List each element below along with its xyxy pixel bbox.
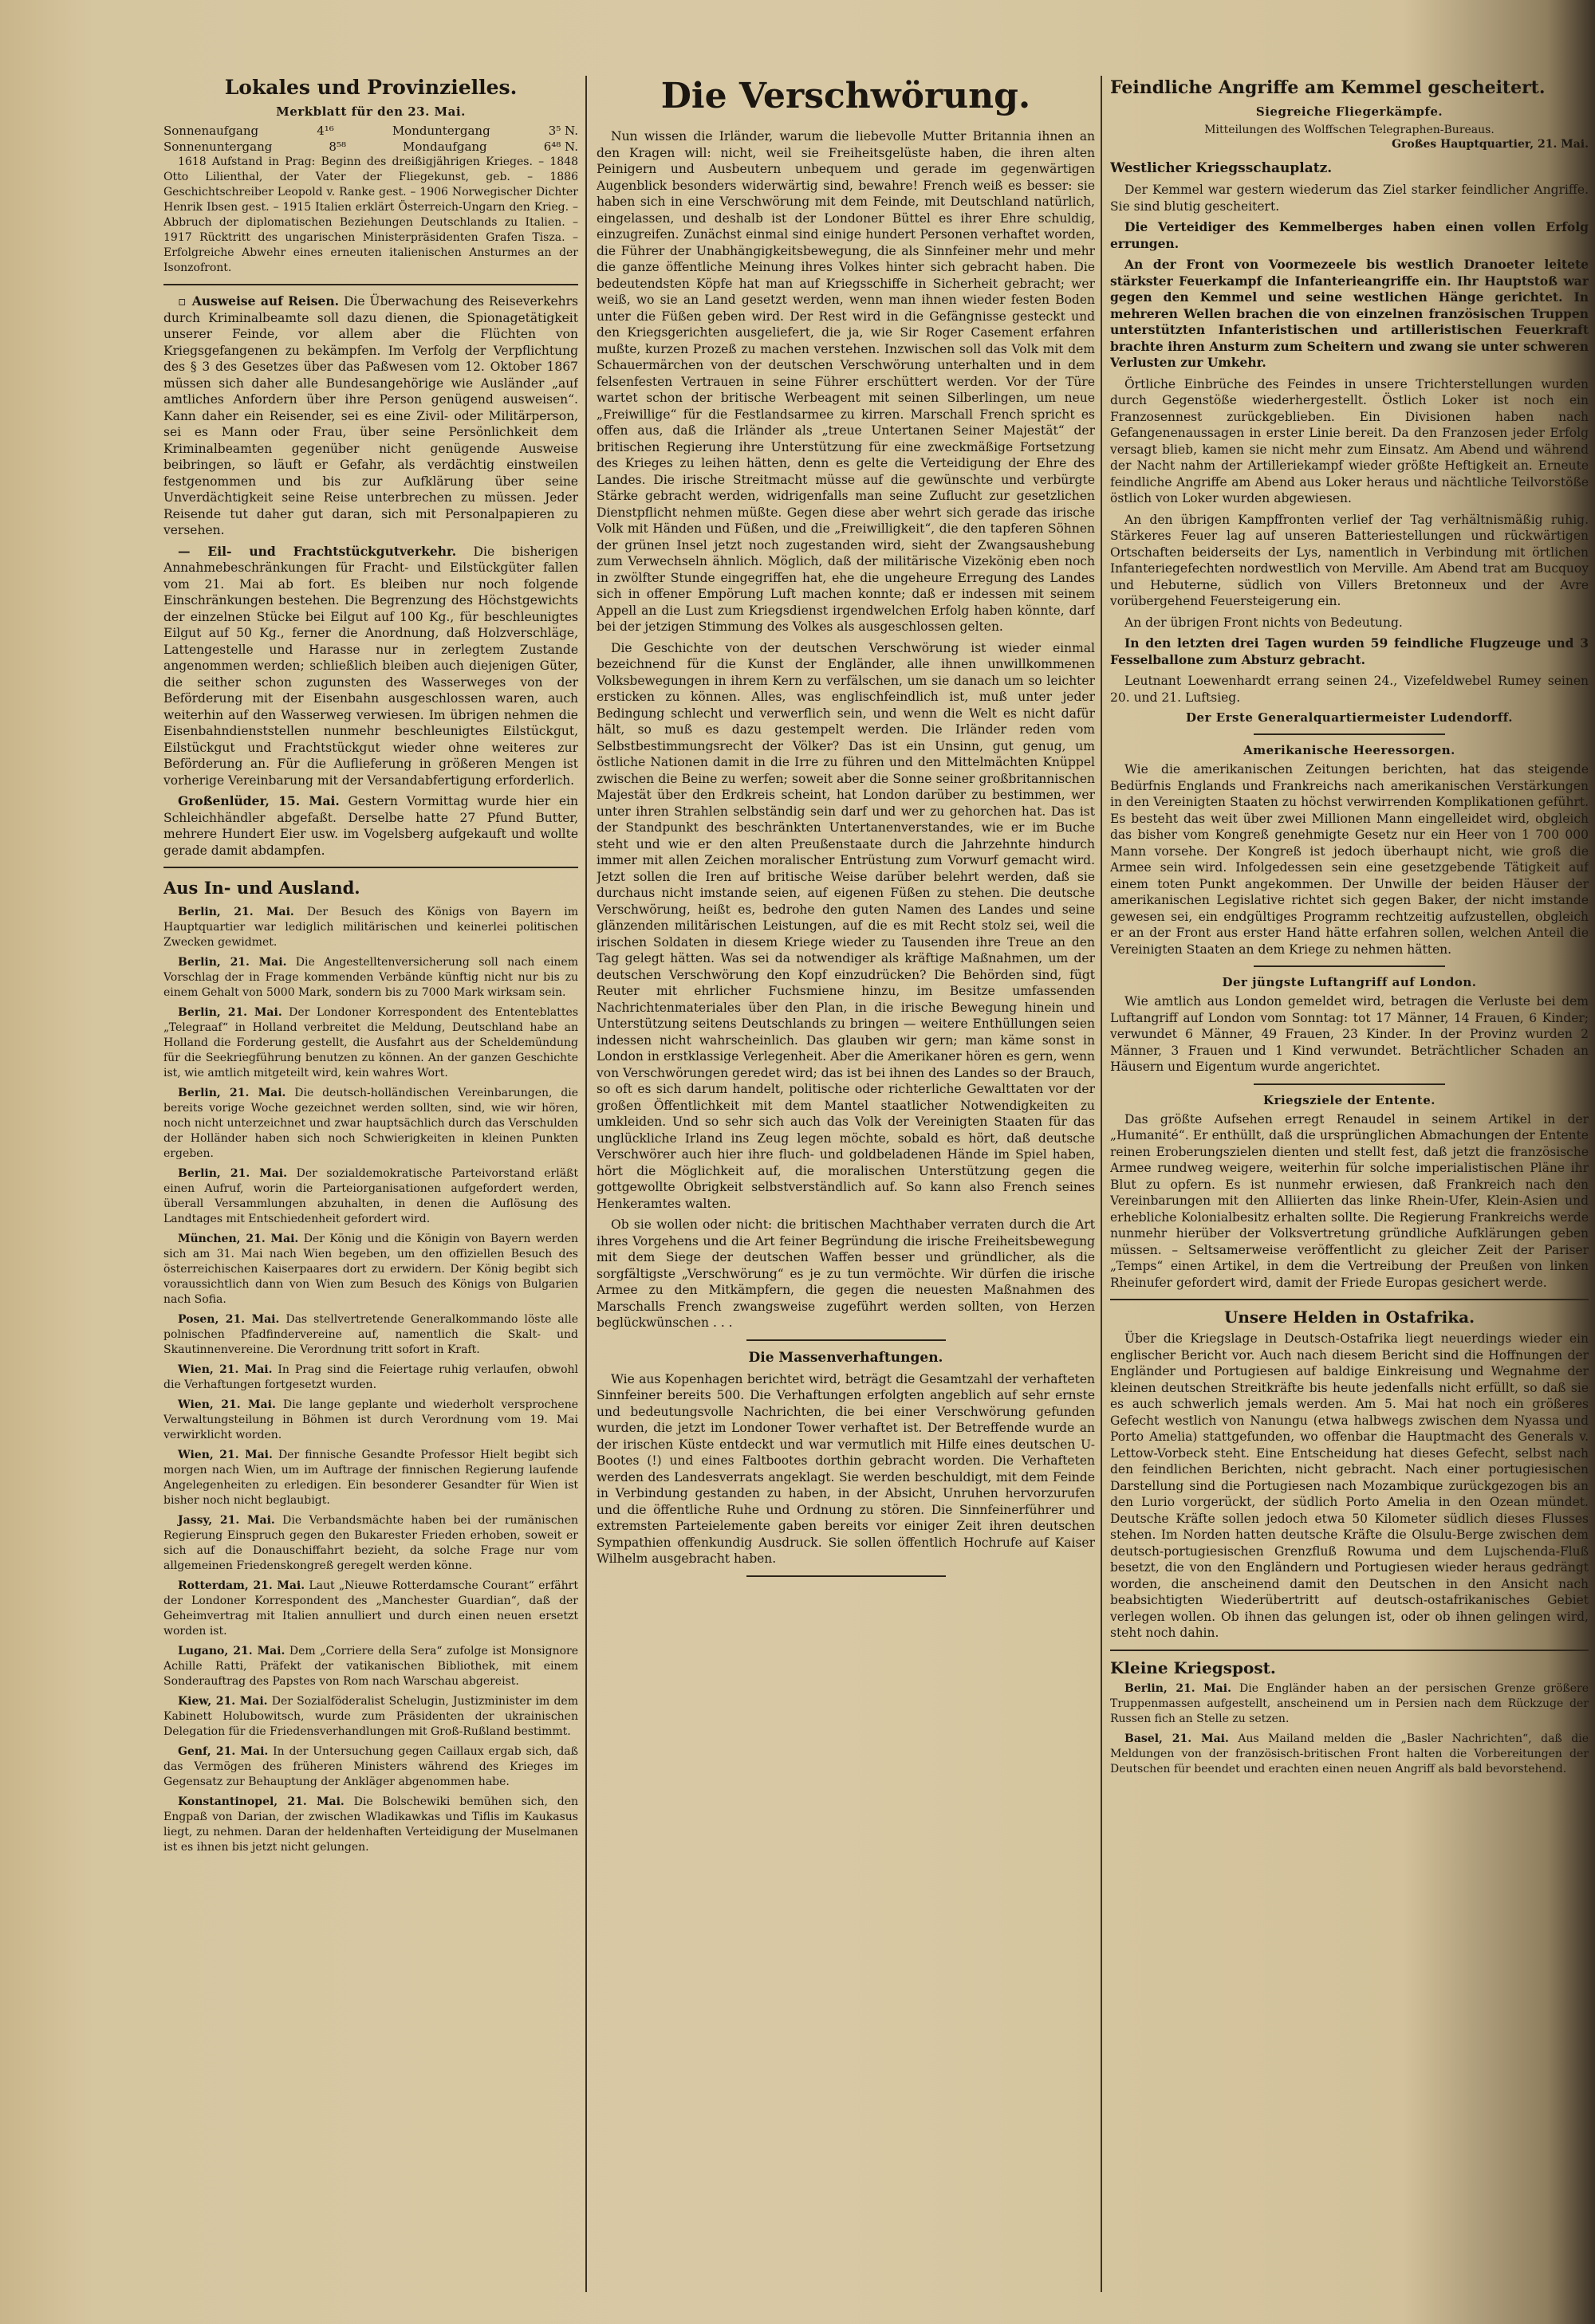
dispatch-text: In der Untersuchung gegen Caillaux ergab sich, daß das Vermögen des früheren Ministers während des Krieges im Gegensatz zur Behauptung der Ankläger abgenommen habe. <box>163 1745 578 1788</box>
divider <box>746 1339 946 1341</box>
divider <box>1110 1299 1589 1300</box>
report-paragraph: An der übrigen Front nichts von Bedeutung. <box>1124 615 1403 630</box>
small-post-item <box>1110 1681 1589 1727</box>
dispatch <box>163 1086 578 1162</box>
dispatch <box>163 1398 578 1443</box>
article-paragraph: Ob sie wollen oder nicht: die britischen Machthaber verraten durch die Art ihres Vorgehens und die Art feiner Begründung die irische Freiheitsbewegung mit dem Siege der deutschen Waffen besser und gründlicher, als die sorgfältigste „Verschwörung“ es je zu tun vermöchte. Wir dürfen die irische Armee zu den Mitkämpfern, die gegen die neuesten Maßnahmen des Marschalls French zwangsweise zugeführt werden sollten, von Herzen beglückwünschen . . . <box>597 1217 1095 1330</box>
local-item-text: Gestern Vormittag wurde hier ein Schleichhändler abgefaßt. Derselbe hatte 27 Pfund Butter, mehrere Hundert Eier usw. im Vogelsberg aufgekauft und wollte gerade damit abdampfen. <box>163 794 578 858</box>
dispatch <box>163 1363 578 1393</box>
headline: Die Verschwörung. <box>660 76 1031 116</box>
west-front-report <box>1110 182 1589 706</box>
almanac-heading: Merkblatt für den 23. Mai. <box>276 104 466 119</box>
dispatch-text: Der Besuch des Königs von Bayern im Hauptquartier war lediglich militärischen und keinerlei politischen Zwecken gewidmet. <box>163 906 578 949</box>
small-post-item <box>1110 1732 1589 1777</box>
dispatch <box>163 1513 578 1574</box>
dispatch <box>163 1005 578 1081</box>
small-war-post <box>1110 1681 1589 1777</box>
mass-arrests-text: Wie aus Kopenhagen berichtet wird, beträgt die Gesamtzahl der verhafteten Sinnfeiner bereits 500. Die Verhaftungen erfolgten angeblich auf sehr ernste und bedeutungsvolle Nachrichten, die bei einer Verschwörung gefunden wurden, die jetzt im Londoner Tower verhaftet ist. Der Betreffende wurde an der irischen Küste entdeckt und war vermutlich mit Hilfe eines deutschen U-Bootes (!) und eines Faltbootes dorthin gebracht worden. Die Verhafteten werden des Landesverrats angeklagt. Sie werden beschuldigt, mit dem Feinde in Verbindung gestanden zu haben, in der Absicht, Unruhen hervorzurufen und die öffentliche Ruhe und Ordnung zu stören. Die Sinnfeinerführer und extremsten Parteielemente gaben bereits vor einiger Zeit ihren deutschen Sympathien offenkundig Ausdruck. Sie sollen öffentlich Hochrufe auf Kaiser Wilhelm ausgebracht haben. <box>597 1371 1095 1566</box>
dispatch-text: Dem „Corriere della Sera“ zufolge ist Monsignore Achille Ratti, Präfekt der vatikanischen Bibliothek, mit einem Sonderauftrag des Papstes von Rom nach Warschau abgereist. <box>163 1645 578 1688</box>
subtitle-air: Siegreiche Fliegerkämpfe. <box>1255 104 1443 119</box>
dispatch <box>163 1694 578 1740</box>
dispatch-lead: Wien, 21. Mai. <box>178 1363 273 1376</box>
column-feature <box>597 76 1095 2292</box>
local-item-lead: — Eil- und Frachtstückgutverkehr. <box>178 543 457 559</box>
dispatch-text: Laut „Nieuwe Rotterdamsche Courant“ erfährt der Londoner Korrespondent des „Manchester Guardian“, daß der Geheimvertrag mit Italien annulliert und durch einen neuen ersetzt worden ist. <box>163 1579 578 1638</box>
almanac-label: Mondaufgang <box>403 140 487 154</box>
article-paragraph: Die Geschichte von der deutschen Verschwörung ist wieder einmal bezeichnend für die Kunst der Engländer, alle ihnen unwillkommenen Volksbewegungen in ihrem Kern zu verfälschen, um sie danach um so leichter ersticken zu können. Alles, was englischfeindlich ist, muß unter jeder Bedingung schlecht und verwerflich sein, und wenn die Welt es nicht dafür hält, so muß es dazu gestempelt werden. Die Irländer reden vom Selbstbestimmungsrecht der Völker? Das ist ein Unsinn, gut genug, um östliche Nationen damit in die Irre zu führen und den Mittelmächten Knüppel zwischen die Beine zu werfen; soweit aber die Sonne seiner großbritannischen Majestät über den Erdkreis scheint, hat London darüber zu bestimmen, wer unter ihren Strahlen selbständig sein darf und wer zu gehorchen hat. Das ist der Standpunkt des beschränkten Untertanenverstandes, wie er im Buche steht und wie er den alten Preußenstaate durch die Jahrzehnte hindurch immer mit allen Zeichen moralischer Entrüstung zum Vorwurf gemacht wird. Jetzt sollen die Iren auf britische Weise darüber belehrt werden, daß sie durchaus nicht imstande seien, auf eigenen Füßen zu stehen. Die deutsche Verschwörung, heißt es, bedrohe den guten Namen des Landes und seine glänzenden militärischen Leistungen, auf die es mit Recht stolz sei, weil die irischen Soldaten in diesem Kriege wieder zu Tausenden ihre Treue an den Tag gelegt hätten. Was sei da notwendiger als kräftige Maßnahmen, um der deutschen Verschwörung den Kopf einzudrücken? Die Behörden sind, fügt Reuter mit ehrlicher Fuchsmiene hinzu, im Besitze umfassenden Nachrichtenmateriales über den Plan, in die irische Bewegung hinein und Unterstützung seitens Deutschlands zu bringen — weitere Enthüllungen seien indessen nicht wahrscheinlich. Das glauben wir gern; man käme sonst in London in erstklassige Verlegenheit. Aber die Amerikaner hören es gern, wenn von Verschwörungen geredet wird; das ist bei ihnen des Landes so der Brauch, so oft es sich darum handelt, politische oder richterliche Gewalttaten vor der großen Öffentlichkeit mit dem Mantel staatlicher Notwendigkeiten zu umkleiden. Und so sehr sich auch das Volk der Vereinigten Staaten für das unglückliche Irland ins Zeug legen möchte, sobald es hört, daß deutsche Verschwörer auch hier ihre fluch- und goldbeladenen Hände im Spiel haben, hört die Möglichkeit auf, die moralischen Unterstützung gegen die gottgewollte Obrigkeit selbstverständlich auf. So kann also French seines Henkeramtes walten. <box>597 640 1095 1211</box>
dispatch <box>163 1448 578 1508</box>
dispatch <box>163 955 578 1001</box>
report-paragraph: Leutnant Loewenhardt errang seinen 24., Vizefeldwebel Rumey seinen 20. und 21. Luftsieg. <box>1110 674 1589 705</box>
dispatch-text: Das stellvertretende Generalkommando löste alle polnischen Pfadfindervereine auf, namentlich die Skalt- und Skautinnenvereine. Die Verordnung tritt sofort in Kraft. <box>163 1313 578 1356</box>
local-item <box>163 793 578 859</box>
divider <box>1110 1650 1589 1651</box>
almanac-label: Sonnenaufgang <box>163 124 259 138</box>
almanac-row <box>163 123 578 139</box>
dispatch <box>163 905 578 950</box>
local-items <box>163 293 578 859</box>
dispatch-text: Die Angestelltenversicherung soll nach einem Vorschlag der in Frage kommenden Verbände künftig nicht nur bis zu einem Gehalt von 5000 Mark, sondern bis zu 7000 Mark wirksam sein. <box>163 956 578 999</box>
dispatch-list <box>163 905 578 1855</box>
dispatch-text: Die deutsch-holländischen Vereinbarungen, die bereits vorige Woche gezeichnet werden sollten, sind, wie wir hören, noch nicht unterzeichnet und zwar hauptsächlich durch das Verschulden der Holländer haben sich noch Schwierigkeiten in kleinen Punkten ergeben. <box>163 1087 578 1160</box>
section-title-inland: Aus In- und Ausland. <box>163 878 360 898</box>
report-paragraph: In den letzten drei Tagen wurden 59 feindliche Flugzeuge und 3 Fesselballone zum Absturz gebracht. <box>1110 635 1589 667</box>
small-post-item-lead: Berlin, 21. Mai. <box>1124 1681 1231 1695</box>
signature: Der Erste Generalquartiermeister Ludendorff. <box>1186 710 1513 725</box>
dispatch-text: Der König und die Königin von Bayern werden sich am 31. Mai nach Wien begeben, um den offiziellen Besuch des österreichischen Kaiserpaares dort zu erwidern. Der König begibt sich voraussichtlich dann von Wien zum Besuch des Königs von Bulgarien nach Sofia. <box>163 1233 578 1306</box>
dispatch <box>163 1744 578 1790</box>
almanac-table <box>163 123 578 155</box>
dispatch-text: Die Verbandsmächte haben bei der rumänischen Regierung Einspruch gegen den Bukarester Frieden erhoben, soweit er sich auf die Donauschiffahrt bezieht, da solche Frage nur vom allgemeinen Friedenskongreß geregelt werden könne. <box>163 1514 578 1572</box>
report-paragraph: Der Kemmel war gestern wiederum das Ziel starker feindlicher Angriffe. Sie sind blutig gescheitert. <box>1110 183 1589 214</box>
column-rule <box>585 76 587 2292</box>
small-post-item-lead: Basel, 21. Mai. <box>1124 1732 1229 1745</box>
divider <box>163 867 578 868</box>
hq-line: Großes Hauptquartier, 21. Mai. <box>1392 138 1589 151</box>
divider <box>746 1575 946 1577</box>
subheading-mass-arrests: Die Massenverhaftungen. <box>748 1349 943 1366</box>
dispatch-lead: Berlin, 21. Mai. <box>178 1087 286 1099</box>
almanac-value: 8⁵⁸ <box>329 140 346 154</box>
dispatch <box>163 1795 578 1855</box>
divider <box>1254 1083 1445 1085</box>
dispatch <box>163 1312 578 1358</box>
almanac-value: 4¹⁶ <box>317 124 334 138</box>
dispatch <box>163 1166 578 1227</box>
dispatch-lead: Posen, 21. Mai. <box>178 1313 280 1326</box>
divider <box>1254 733 1445 735</box>
dispatch-lead: München, 21. Mai. <box>178 1233 299 1245</box>
article-body <box>597 128 1095 1331</box>
dispatch-lead: Berlin, 21. Mai. <box>178 1167 287 1180</box>
local-item-lead: ▫ Ausweise auf Reisen. <box>178 293 340 309</box>
air-raid-text: Wie amtlich aus London gemeldet wird, betragen die Verluste bei dem Luftangriff auf London vom Sonntag: tot 17 Männer, 14 Frauen, 6 Kinder; verwundet 6 Männer, 49 Frauen, 23 Kinder. In der Provinz wurden 2 Männer, 3 Frauen und 1 Kind verwundet. Beträchtlicher Schaden an Häusern und Eigentum wurde angerichtet. <box>1110 994 1589 1074</box>
east-africa-text: Über die Kriegslage in Deutsch-Ostafrika liegt neuerdings wieder ein englischer Bericht vor. Auch nach diesem Bericht sind die Hoffnungen der Engländer und Portugiesen auf baldige Einkreisung und Wegnahme der kleinen deutschen Streitkräfte bis heute jedenfalls nicht erfüllt, so daß sie es auch schwerlich jemals werden. Am 5. Mai hat noch ein größeres Gefecht westlich von Nanungu (etwa halbwegs zwischen dem Nyassa und Porto Amelia) stattgefunden, wo offenbar die Hauptmacht des Generals v. Lettow-Vorbeck steht. Eine Entscheidung hat dieses Gefecht, selbst nach den feindlichen Berichten, nicht gebracht. Nach einer portugiesischen Darstellung sind die Portugiesen nach Mozambique zurückgezogen bis an den Lurio vorgerückt, der südlich Porto Amelia in den Ozean mündet. Deutsche Kräfte sollen jedoch etwa 50 Kilometer südlich dieses Flusses stehen. Im Norden hatten deutsche Kräfte die Olsulu-Berge zwischen dem deutsch-portugiesischen Grenzfluß Rowuma und dem Lujschenda-Fluß besetzt, die von den Engländern und Portugiesen wieder heraus gedrängt worden, die anscheinend damit den Deutschen in den Ansicht nach beabsichtigten Wiederübertritt auf deutsch-ostafrikanisches Gebiet verlegen wollen. Ob ihnen das gelungen ist, oder ob ihnen gelingen wird, steht noch dahin. <box>1110 1331 1589 1640</box>
history-notes: 1618 Aufstand in Prag: Beginn des dreißigjährigen Krieges. – 1848 Otto Lilienthal, der Vater der Fliegekunst, geb. – 1886 Geschichtschreiber Leopold v. Ranke gest. – 1906 Norwegischer Dichter Henrik Ibsen gest. – 1915 Italien erklärt Österreich-Ungarn den Krieg. – Abbruch der diplomatischen Beziehungen Deutschlands zu Italien. – 1917 Rücktritt des ungarischen Ministerpräsidenten Grafen Tisza. – Erfolgreiche Abwehr eines erneuten italienischen Ansturmes an der Isonzofront. <box>163 155 578 274</box>
american-text: Wie die amerikanischen Zeitungen berichten, hat das steigende Bedürfnis Englands und Frankreichs nach amerikanischen Verstärkungen in den Vereinigten Staaten zu höchst verwirrenden Komplikationen geführt. Es besteht das weit über zwei Millionen Mann eingelleidet wird, obgleich das bisher vom Kongreß genehmigte Gesetz nur ein Heer von 1 700 000 Mann vorsehe. Der Kongreß ist jedoch überhaupt nicht, wie groß die Armee sein wird. Infolgedessen sein eine gesetzgebende Tätigkeit auf einem toten Punkt angekommen. Der Unwille der beiden Häuser der amerikanischen Legislative richtet sich gegen Baker, der nicht imstande gewesen sei, ein endgültiges Programm rechtzeitig aufzustellen, obgleich er an der Front aus erster Hand hätte erfahren sollen, welchen Anteil die Vereinigten Staaten an dem Kriege zu nehmen hätten. <box>1110 762 1589 957</box>
dispatch-text: Der Londoner Korrespondent des Ententeblattes „Telegraaf“ in Holland verbreitet die Meldung, Deutschland habe an Holland die Forderung gestellt, die Ausfahrt aus der Scheldemündung für die Seekriegführung benutzen zu können. An der ganzen Geschichte ist, wie amtlich mitgeteilt wird, kein wahres Wort. <box>163 1006 578 1079</box>
dispatch-lead: Berlin, 21. Mai. <box>178 1006 282 1019</box>
dispatch-lead: Lugano, 21. Mai. <box>178 1645 286 1657</box>
dispatch-lead: Berlin, 21. Mai. <box>178 956 287 969</box>
dispatch-lead: Wien, 21. Mai. <box>178 1398 276 1411</box>
small-post-item-text: Aus Mailand melden die „Basler Nachrichten“, daß die Meldungen von der französisch-britischen Front halten die Vorbereitungen der Deutschen für beendet und erachten einen neuen Angriff als bald bevorstehend. <box>1110 1732 1589 1775</box>
west-front-title: Westlicher Kriegsschauplatz. <box>1110 160 1333 176</box>
almanac-label: Monduntergang <box>392 124 490 138</box>
small-post-item-text: Die Engländer haben an der persischen Grenze größere Truppenmassen aufgestellt, anscheinend um in Persien nach dem Rückzuge der Russen fich an Stelle zu setzen. <box>1110 1681 1589 1725</box>
column-rule <box>1101 76 1102 2292</box>
east-africa-title: Unsere Helden in Ostafrika. <box>1223 1307 1475 1327</box>
dispatch-lead: Berlin, 21. Mai. <box>178 906 294 918</box>
dispatch-lead: Rotterdam, 21. Mai. <box>178 1579 305 1592</box>
dispatch-text: Der sozialdemokratische Parteivorstand erläßt einen Aufruf, worin die Parteiorganisationen aufgefordert werden, überall Versammlungen abzuhalten, in denen die Auflösung des Landtages mit Entschiedenheit gefordert wird. <box>163 1167 578 1225</box>
small-war-post-title: Kleine Kriegspost. <box>1110 1657 1276 1677</box>
war-aims-text: Das größte Aufsehen erregt Renaudel in seinem Artikel in der „Humanité“. Er enthüllt, daß die ursprünglichen Abmachungen der Entente reinen Eroberungszielen dienten und stellt fest, daß jetzt die französische Armee rundweg weigere, weiterhin für solche imperialistischen Pläne ihr Blut zu opfern. Es ist nunmehr erwiesen, daß Frankreich nach den Vereinbarungen mit den Alliierten das linke Rhein-Ufer, Klein-Asien und erhebliche Kolonialbesitz erhalten sollte. Die Regierung Frankreichs werde nunmehr hierüber der Volksvertretung gründliche Aufklärungen geben müssen. – Seltsamerweise veröffentlicht zu gleicher Zeit der Pariser „Temps“ einen Artikel, in dem die Vertreibung der Preußen von linken Rheinufer gefordert wird, damit der Friede Europas gesichert werde. <box>1110 1111 1589 1290</box>
report-paragraph: An den übrigen Kampffronten verlief der Tag verhältnismäßig ruhig. Stärkeres Feuer lag auf unseren Batteriestellungen und rückwärtigen Ortschaften beiderseits der Lys, namentlich in Verbindung mit örtlichen Infanteriegefechten nordwestlich von Merville. Am Abend trat am Bucquoy und Hebuterne, südlich von Villers Bretonneux und der Avre vorübergehend Feuersteigerung ein. <box>1110 512 1589 608</box>
dispatch-text: Der Sozialföderalist Schelugin, Justizminister im dem Kabinett Holubowitsch, wurde zum Präsidenten der ukrainischen Delegation für die Friedensverhandlungen mit Groß-Rußland bestimmt. <box>163 1695 578 1738</box>
local-item <box>163 293 578 539</box>
source-line: Mitteilungen des Wolffschen Telegraphen-Bureaus. <box>1204 124 1495 136</box>
column-local-news <box>163 76 578 2292</box>
war-aims-title: Kriegsziele der Entente. <box>1263 1092 1436 1107</box>
dispatch-lead: Genf, 21. Mai. <box>178 1745 269 1758</box>
dispatch-lead: Jassy, 21. Mai. <box>178 1514 275 1527</box>
dispatch <box>163 1232 578 1307</box>
almanac-row <box>163 139 578 155</box>
dispatch-text: Der finnische Gesandte Professor Hielt begibt sich morgen nach Wien, um im Auftrage der finnischen Regierung laufende Angelegenheiten zu erledigen. Ein besonderer Gesandter für Wien ist bisher noch nicht beglaubigt. <box>163 1449 578 1507</box>
article-paragraph: Nun wissen die Irländer, warum die liebevolle Mutter Britannia ihnen an den Kragen will: nicht, weil sie Freiheitsgelüste haben, die ihren alten Peinigern und Ausbeutern unbequem und gerade im gegenwärtigen Augenblick besonders widerwärtig sind, bewahre! French weiß es besser: sie haben sich in eine Verschwörung mit dem Feinde, mit Deutschland natürlich, eingelassen, und deshalb ist der Londoner Büttel es ihrer Ehre schuldig, einzugreifen. Zunächst einmal sind einige hundert Personen verhaftet worden, die Führer der Unabhängigkeitsbewegung, die als Sinnfeiner mehr und mehr die ganze öffentliche Meinung ihres Volkes hinter sich gebracht haben. Die bedeutendsten Köpfe hat man auf Kriegsschiffe in Sicherheit gebracht; wer weiß, wo sie an Land gesetzt werden, wenn man ihnen wieder festen Boden unter die Füßen geben wird. Der Rest wird in die Gefängnisse gesteckt und den Kriegsgerichten ausgeliefert, die ja, wie Sir Roger Casement erfahren mußte, kurzen Prozeß zu machen verstehen. Inzwischen soll das Volk mit dem Schauermärchen von der deutschen Verschwörung unterhalten und in dem felsenfesten Vertrauen in seine Führer erschüttert werden. Vor der Türe wartet schon der britische Werbeagent mit seinen Silberlingen, um neue „Freiwillige“ für die Festlandsarmee zu kirren. Marschall French spricht es offen aus, daß die Irländer als „treue Untertanen Seiner Majestät“ der britischen Regierung ihre Unterstützung für eine zweckmäßige Fortsetzung des Krieges zu leihen hätten, denn es gelte die Verteidigung der Ehre des Landes. Die irische Streitmacht müsse auf die gewünschte und verbürgte Stärke gebracht werden, widrigenfalls man seine Zuflucht zur gesetzlichen Dienstpflicht nehmen müßte. Gegen diese aber wehrt sich gerade das irische Volk mit Händen und Füßen, und die „Freiwilligkeit“, die den tapferen Söhnen der grünen Insel jetzt noch zugestanden wird, sieht der Zwangsaushebung zum Verwechseln ähnlich. Möglich, daß der militärische Vizekönig eben noch in zwölfter Stunde eingegriffen hat, ehe die ungeheure Erregung des Landes sich in offener Empörung Luft machen konnte; daß er indessen mit seinem Appell an die Lust zum Kriegsdienst irgendwelchen Erfolg haben könnte, darf bei der jetzigen Stimmung des Volkes als ausgeschlossen gelten. <box>597 129 1095 634</box>
column-war-news <box>1110 76 1589 2292</box>
local-item <box>163 544 578 789</box>
divider <box>1254 965 1445 967</box>
almanac-value: 6⁴⁸ N. <box>543 140 578 154</box>
section-title-local: Lokales und Provinzielles. <box>224 76 518 99</box>
almanac-label: Sonnenuntergang <box>163 140 273 154</box>
local-item-lead: Großenlüder, 15. Mai. <box>178 793 340 808</box>
divider <box>163 284 578 285</box>
dispatch <box>163 1579 578 1639</box>
report-paragraph: Örtliche Einbrüche des Feindes in unsere Trichterstellungen wurden durch Gegenstöße wiederhergestellt. Östlich Loker ist noch ein Franzosennest zurückgeblieben. Ein Divisionen haben nach Gefangenenaussagen in erster Linie bereit. Da den Franzosen jeder Erfolg versagt blieb, kamen sie nicht mehr zum Einsatz. Am Abend und während der Nacht nahm der Artilleriekampf wieder größte Heftigkeit an. Erneute feindliche Angriffe am Abend aus Loker heraus und nächtliche Teilvorstöße östlich von Loker wurden abgewiesen. <box>1110 376 1589 505</box>
dispatch <box>163 1644 578 1689</box>
dispatch-text: Die lange geplante und wiederholt versprochene Verwaltungsteilung in Böhmen ist durch Verordnung vom 19. Mai verwirklicht worden. <box>163 1398 578 1441</box>
report-paragraph: Die Verteidiger des Kemmelberges haben einen vollen Erfolg errungen. <box>1110 219 1589 251</box>
air-raid-title: Der jüngste Luftangriff auf London. <box>1222 975 1477 989</box>
dispatch-text: Die Bolschewiki bemühen sich, den Engpaß von Darian, der zwischen Wladikawkas und Tiflis im Kaukasus liegt, zu nehmen. Daran der heldenhaften Verteidigung der Muselmanen ist es ihnen bis jetzt nicht gelungen. <box>163 1795 578 1854</box>
american-title: Amerikanische Heeressorgen. <box>1243 743 1455 757</box>
report-paragraph: An der Front von Voormezeele bis westlich Dranoeter leitete stärkster Feuerkampf die Infanterieangriffe ein. Ihr Hauptstoß war gegen den Kemmel und seine westlichen Hänge gerichtet. In mehreren Wellen brachen die von einzelnen französischen Truppen unterstützten Infanteristischen und artilleristischen Feuerkraft brachte ihren Ansturm zum Scheitern und zwang sie unter schweren Verlusten zur Umkehr. <box>1110 257 1589 370</box>
almanac-value: 3⁵ N. <box>548 124 578 138</box>
local-item-text: Die bisherigen Annahmebeschränkungen für Fracht- und Eilstückgüter fallen vom 21. Mai ab fort. Es bleiben nur noch folgende Einschränkungen bestehen. Die Begrenzung des Höchstgewichts der einzelnen Stücke bei Eilgut auf 100 Kg., für beschleunigtes Eilgut auf 50 Kg., ferner die Anordnung, daß Holzverschläge, Lattengestelle und Harasse nur in zerlegtem Zustande angenommen werden; schließlich bleiben auch diejenigen Güter, die seither schon zugunsten des Wasserweges von der Beförderung mit der Eisenbahn ausgeschlossen waren, auch weiterhin auf den Wasserweg verwiesen. Im übrigen nehmen die Eisenbahndienststellen nunmehr beschleunigtes Eilstückgut, Eilstückgut und Frachtstückgut wieder ohne weiteres zur Beförderung an. Für die Auflieferung in größeren Mengen ist vorherige Vereinbarung mit der Versandabfertigung erforderlich. <box>163 544 578 788</box>
local-item-text: Die Überwachung des Reiseverkehrs durch Kriminalbeamte soll dazu dienen, die Spionagetätigkeit unserer Feinde, vor allem aber die Flüchten von Kriegsgefangenen zu bekämpfen. Im Verfolg der Verpflichtung des § 3 des Gesetzes über das Paßwesen vom 12. Oktober 1867 müssen sich daher alle Bundesangehörige wie Ausländer „auf amtliches Anfordern über ihre Person genügend ausweisen“. Kann daher ein Reisender, sei es eine Zivil- oder Militärperson, sei es Mann oder Frau, über seine Persönlichkeit dem Kriminalbeamten gegenüber nicht genügende Ausweise beibringen, so läuft er Gefahr, als verdächtig einstweilen festgenommen und bis zur Aufklärung über seine Unverdächtigkeit seine Reise unterbrechen zu müssen. Jeder Reisende tut daher gut daran, sich mit Personalpapieren zu versehen. <box>163 294 578 537</box>
dispatch-text: In Prag sind die Feiertage ruhig verlaufen, obwohl die Verhaftungen fortgesetzt wurden. <box>163 1363 578 1391</box>
dispatch-lead: Kiew, 21. Mai. <box>178 1695 268 1708</box>
dispatch-lead: Wien, 21. Mai. <box>178 1449 273 1461</box>
dispatch-lead: Konstantinopel, 21. Mai. <box>178 1795 345 1808</box>
section-title-war: Feindliche Angriffe am Kemmel gescheitert. <box>1110 77 1546 98</box>
